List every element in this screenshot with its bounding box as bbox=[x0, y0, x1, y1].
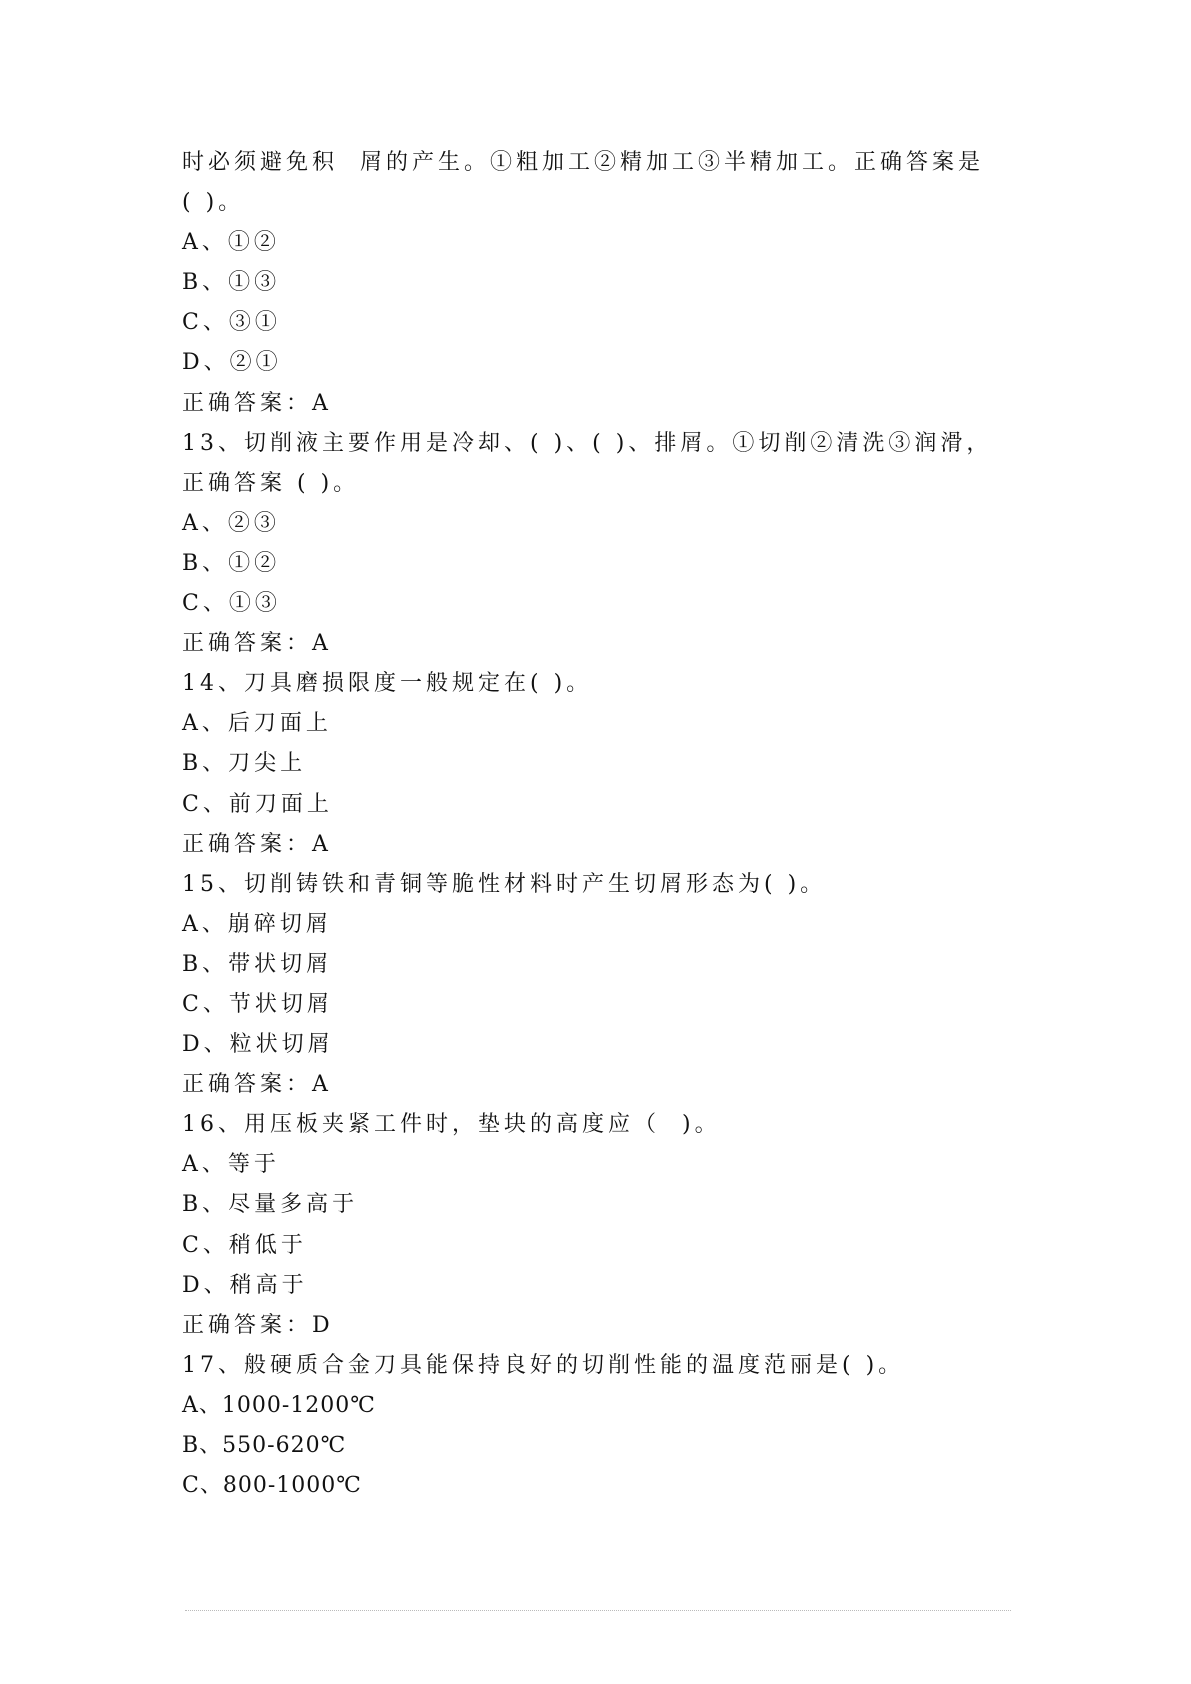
footer-divider bbox=[185, 1610, 1011, 1611]
option-b: B、刀尖上 bbox=[182, 751, 307, 777]
question-13: 13、切削液主要作用是冷却、( )、( )、排屑。①切削②清洗③润滑， bbox=[182, 430, 993, 456]
correct-answer: 正确答案：D bbox=[182, 1312, 334, 1338]
correct-answer: 正确答案：A bbox=[182, 1072, 332, 1098]
correct-answer: 正确答案：A bbox=[182, 390, 332, 416]
document-body bbox=[182, 143, 1012, 1506]
option-c: C、③① bbox=[182, 310, 281, 336]
option-c: C、800-1000℃ bbox=[182, 1473, 362, 1499]
correct-answer: 正确答案：A bbox=[182, 831, 332, 857]
option-a: A、崩碎切屑 bbox=[182, 911, 332, 937]
option-a: A、①② bbox=[182, 230, 280, 256]
option-b: B、①③ bbox=[182, 270, 281, 296]
option-b: B、550-620℃ bbox=[182, 1433, 347, 1458]
option-a: A、②③ bbox=[182, 510, 280, 536]
question-16: 16、用压板夹紧工件时，垫块的高度应（ )。 bbox=[182, 1112, 721, 1138]
option-c: C、①③ bbox=[182, 591, 281, 617]
option-a: A、后刀面上 bbox=[182, 711, 332, 737]
option-a: A、等于 bbox=[182, 1152, 280, 1178]
option-d: D、稍高于 bbox=[182, 1272, 308, 1298]
option-d: D、②① bbox=[182, 350, 282, 376]
option-d: D、粒状切屑 bbox=[182, 1032, 334, 1058]
option-b: B、尽量多高于 bbox=[182, 1192, 359, 1218]
option-c: C、稍低于 bbox=[182, 1232, 307, 1258]
option-a: A、1000-1200℃ bbox=[182, 1392, 376, 1418]
question-14: 14、刀具磨损限度一般规定在( )。 bbox=[182, 671, 593, 697]
option-b: B、带状切屑 bbox=[182, 951, 333, 977]
text-line-question-continuation-end: ( )。 bbox=[182, 190, 245, 216]
option-c: C、节状切屑 bbox=[182, 991, 333, 1017]
text-line-question-continuation: 时必须避免积 屑的产生。①粗加工②精加工③半精加工。正确答案是 bbox=[182, 150, 984, 175]
option-b: B、①② bbox=[182, 550, 281, 576]
correct-answer: 正确答案：A bbox=[182, 631, 332, 657]
option-c: C、前刀面上 bbox=[182, 791, 333, 817]
question-17: 17、般硬质合金刀具能保持良好的切削性能的温度范丽是( )。 bbox=[182, 1352, 905, 1378]
question-15: 15、切削铸铁和青铜等脆性材料时产生切屑形态为( )。 bbox=[182, 871, 827, 897]
question-13-continuation: 正确答案 ( )。 bbox=[182, 470, 360, 496]
